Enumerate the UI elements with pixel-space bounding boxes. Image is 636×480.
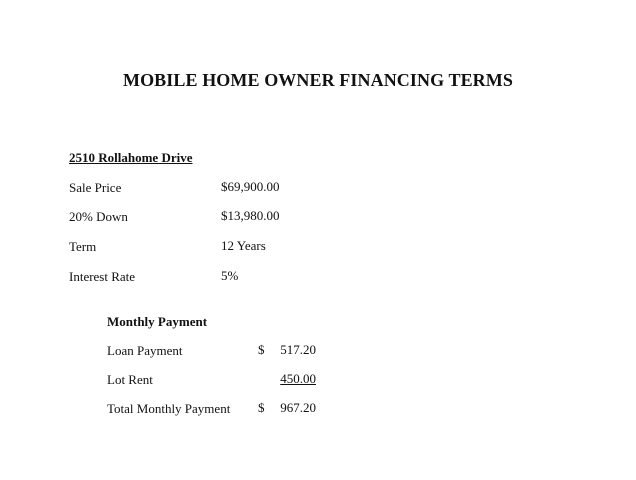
payment-label: Lot Rent	[107, 372, 153, 387]
term-value: 5%	[221, 268, 239, 283]
currency-symbol: $	[258, 400, 265, 415]
term-label: Interest Rate	[69, 269, 136, 284]
term-label: Sale Price	[69, 180, 122, 195]
term-value: $13,980.00	[221, 208, 280, 223]
currency-symbol: $	[258, 342, 265, 357]
property-address: 2510 Rollahome Drive	[69, 150, 193, 165]
payment-amount	[268, 371, 316, 387]
monthly-payment-heading: Monthly Payment	[107, 314, 208, 329]
payment-amount: 967.20	[280, 400, 316, 415]
payment-amount-underlined: 450.00	[280, 371, 316, 386]
payment-amount: 517.20	[280, 342, 316, 357]
payment-label: Total Monthly Payment	[107, 401, 231, 416]
payment-label: Loan Payment	[107, 343, 183, 358]
term-value: $69,900.00	[221, 179, 280, 194]
term-label: 20% Down	[69, 209, 128, 224]
document-title: MOBILE HOME OWNER FINANCING TERMS	[122, 70, 513, 90]
term-value: 12 Years	[221, 238, 266, 253]
term-label: Term	[69, 239, 97, 254]
